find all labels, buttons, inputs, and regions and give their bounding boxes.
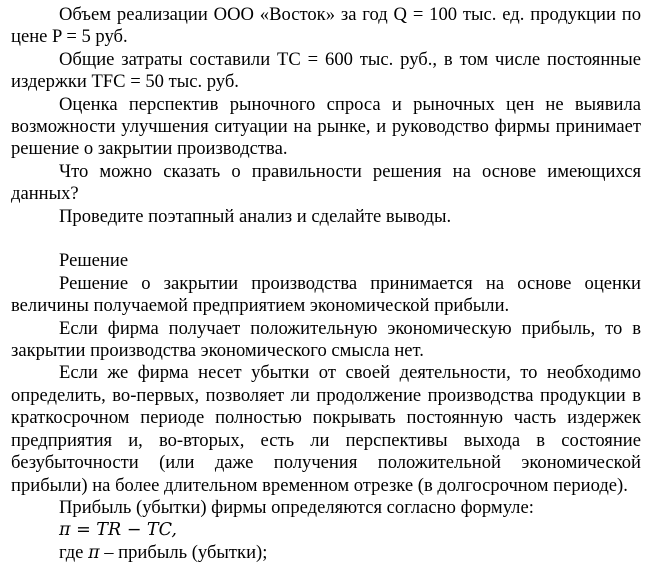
- solution-paragraph-basis: Решение о закрытии производства принимается на основе оценки величины получаемой предприятием экономической прибыли.: [11, 272, 641, 317]
- problem-paragraph-market: Оценка перспектив рыночного спроса и рыночных цен не выявила возможности улучшения ситуации на рынке, и руководство фирмы принимает решение о закрытии производства.: [11, 93, 641, 160]
- formula-definition: [11, 542, 641, 564]
- solution-paragraph-formula-intro: Прибыль (убытки) фирмы определяются согласно формуле:: [59, 496, 534, 518]
- problem-paragraph-task: Проведите поэтапный анализ и сделайте выводы.: [59, 205, 452, 227]
- solution-paragraph-positive-profit: Если фирма получает положительную экономическую прибыль, то в закрытии производства экономического смысла нет.: [11, 317, 641, 362]
- profit-formula-expression: π = TR − TC,: [59, 520, 177, 541]
- definition-prefix: где: [59, 541, 89, 563]
- problem-paragraph-sales: Объем реализации ООО «Восток» за год Q = 100 тыс. ед. продукции по цене P = 5 руб.: [11, 4, 641, 48]
- blank-line: [11, 228, 641, 250]
- definition-symbol: π: [88, 542, 100, 563]
- problem-paragraph-costs: Общие затраты составили TC = 600 тыс. руб., в том числе постоянные издержки TFC = 50 тыс. руб.: [11, 48, 641, 93]
- solution-heading: Решение: [59, 250, 129, 272]
- definition-text: – прибыль (убытки);: [99, 541, 268, 563]
- solution-paragraph-losses: Если же фирма несет убытки от своей деятельности, то необходимо определить, во-первых, позволяет ли продолжение производства продукции в краткосрочном периоде полностью покрывать постоянную часть издержек предприятия и, во-вторых, есть ли перспективы выхода в состояние безубыточности (или даже получения положительной экономической прибыли) на более длительном временном отрезке (в долгосрочном периоде).: [11, 362, 641, 496]
- profit-formula: [11, 519, 641, 541]
- problem-paragraph-question: Что можно сказать о правильности решения на основе имеющихся данных?: [11, 160, 641, 205]
